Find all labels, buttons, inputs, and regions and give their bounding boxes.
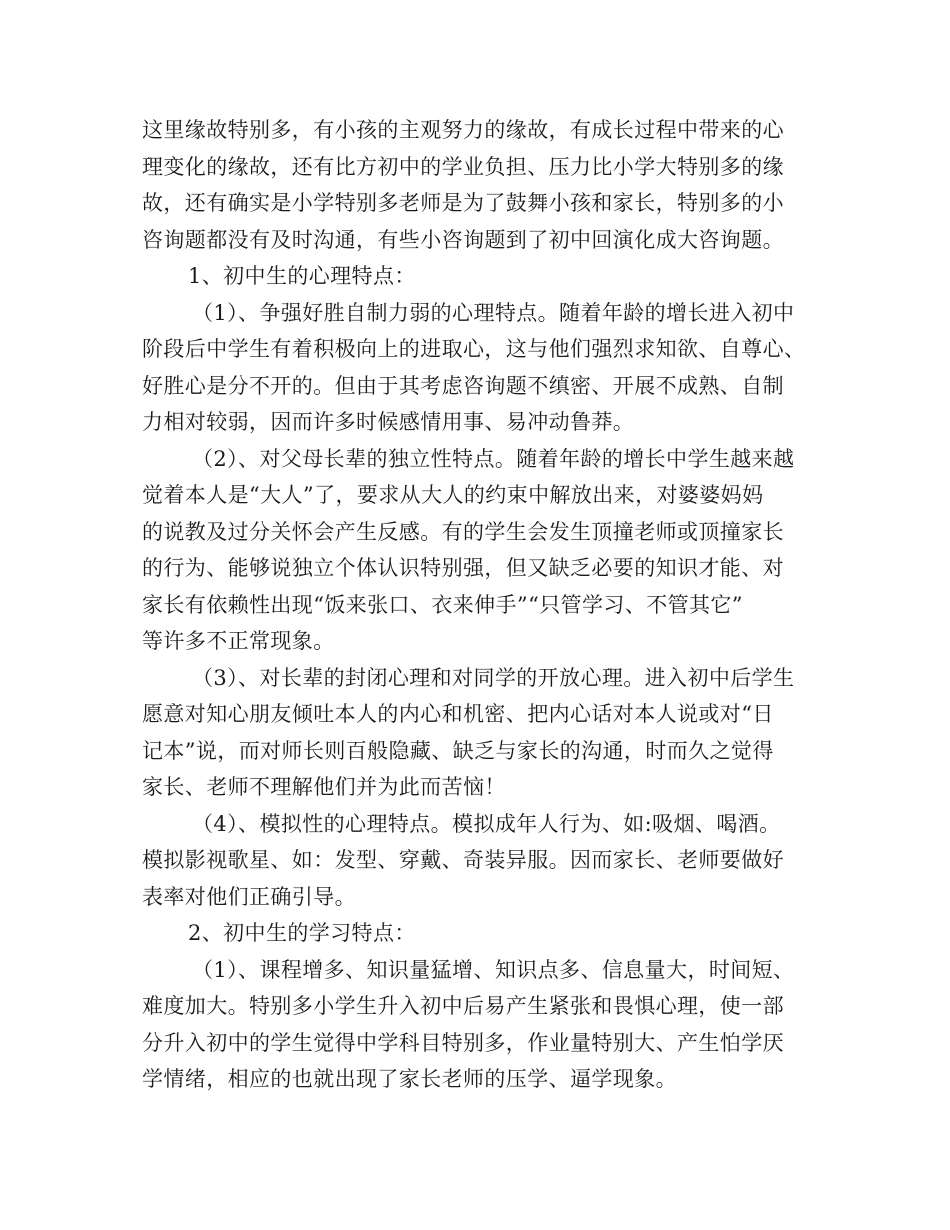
text-line: 分升入初中的学生觉得中学科目特别多，作业量特别大、产生怕学厌 <box>142 1030 784 1055</box>
text-line: 觉着本人是“大人”了，要求从大人的约束中解放出来，对婆婆妈妈 <box>142 483 764 507</box>
section-heading: 2、初中生的学习特点： <box>188 921 416 945</box>
text-line: （2）、对父母长辈的独立性特点。随着年龄的增长中学生越来越 <box>192 446 795 471</box>
text-line: 咨询题都没有及时沟通，有些小咨询题到了初中回演化成大咨询题。 <box>142 227 784 252</box>
text-line: 家长、老师不理解他们并为此而苦恼！ <box>142 775 506 799</box>
text-line: 的说教及过分关怀会产生反感。有的学生会发生顶撞老师或顶撞家长 <box>142 519 784 544</box>
text-line: 记本”说，而对师长则百般隐藏、缺乏与家长的沟通，时而久之觉得 <box>142 738 774 763</box>
text-line: 力相对较弱，因而许多时候感情用事、易冲动鲁莽。 <box>142 410 635 434</box>
text-line: 阶段后中学生有着积极向上的进取心，这与他们强烈求知欲、自尊心、 <box>142 337 806 361</box>
text-line: 难度加大。特别多小学生升入初中后易产生紧张和畏惧心理，使一部 <box>142 994 784 1018</box>
text-line: （3）、对长辈的封闭心理和对同学的开放心理。进入初中后学生 <box>192 665 795 690</box>
text-line: 理变化的缘故，还有比方初中的学业负担、压力比小学大特别多的缘 <box>142 154 784 179</box>
text-line: （1）、课程增多、知识量猛增、知识点多、信息量大，时间短、 <box>192 957 795 982</box>
text-line: 愿意对知心朋友倾吐本人的内心和机密、把内心话对本人说或对“日 <box>142 702 774 726</box>
section-heading: 1、初中生的心理特点： <box>188 264 416 288</box>
text-line: 这里缘故特别多，有小孩的主观努力的缘故，有成长过程中带来的心 <box>142 118 784 142</box>
text-line: （4）、模拟性的心理特点。模拟成年人行为、如:吸烟、喝酒。 <box>192 811 781 836</box>
document-body <box>142 112 822 1098</box>
text-line: 故，还有确实是小学特别多老师是为了鼓舞小孩和家长，特别多的小 <box>142 191 784 215</box>
text-line: 好胜心是分不开的。但由于其考虑咨询题不缜密、开展不成熟、自制 <box>142 373 784 398</box>
text-line: （1）、争强好胜自制力弱的心理特点。随着年龄的增长进入初中 <box>192 300 795 325</box>
text-line: 家长有依赖性出现“饭来张口、衣来伸手”“只管学习、不管其它” <box>142 592 743 617</box>
text-line: 表率对他们正确引导。 <box>142 884 356 909</box>
text-line: 模拟影视歌星、如：发型、穿戴、奇装异服。因而家长、老师要做好 <box>142 848 784 872</box>
text-line: 学情绪，相应的也就出现了家长老师的压学、逼学现象。 <box>142 1067 677 1091</box>
text-line: 的行为、能够说独立个体认识特别强，但又缺乏必要的知识才能、对 <box>142 556 784 580</box>
text-line: 等许多不正常现象。 <box>142 629 335 653</box>
